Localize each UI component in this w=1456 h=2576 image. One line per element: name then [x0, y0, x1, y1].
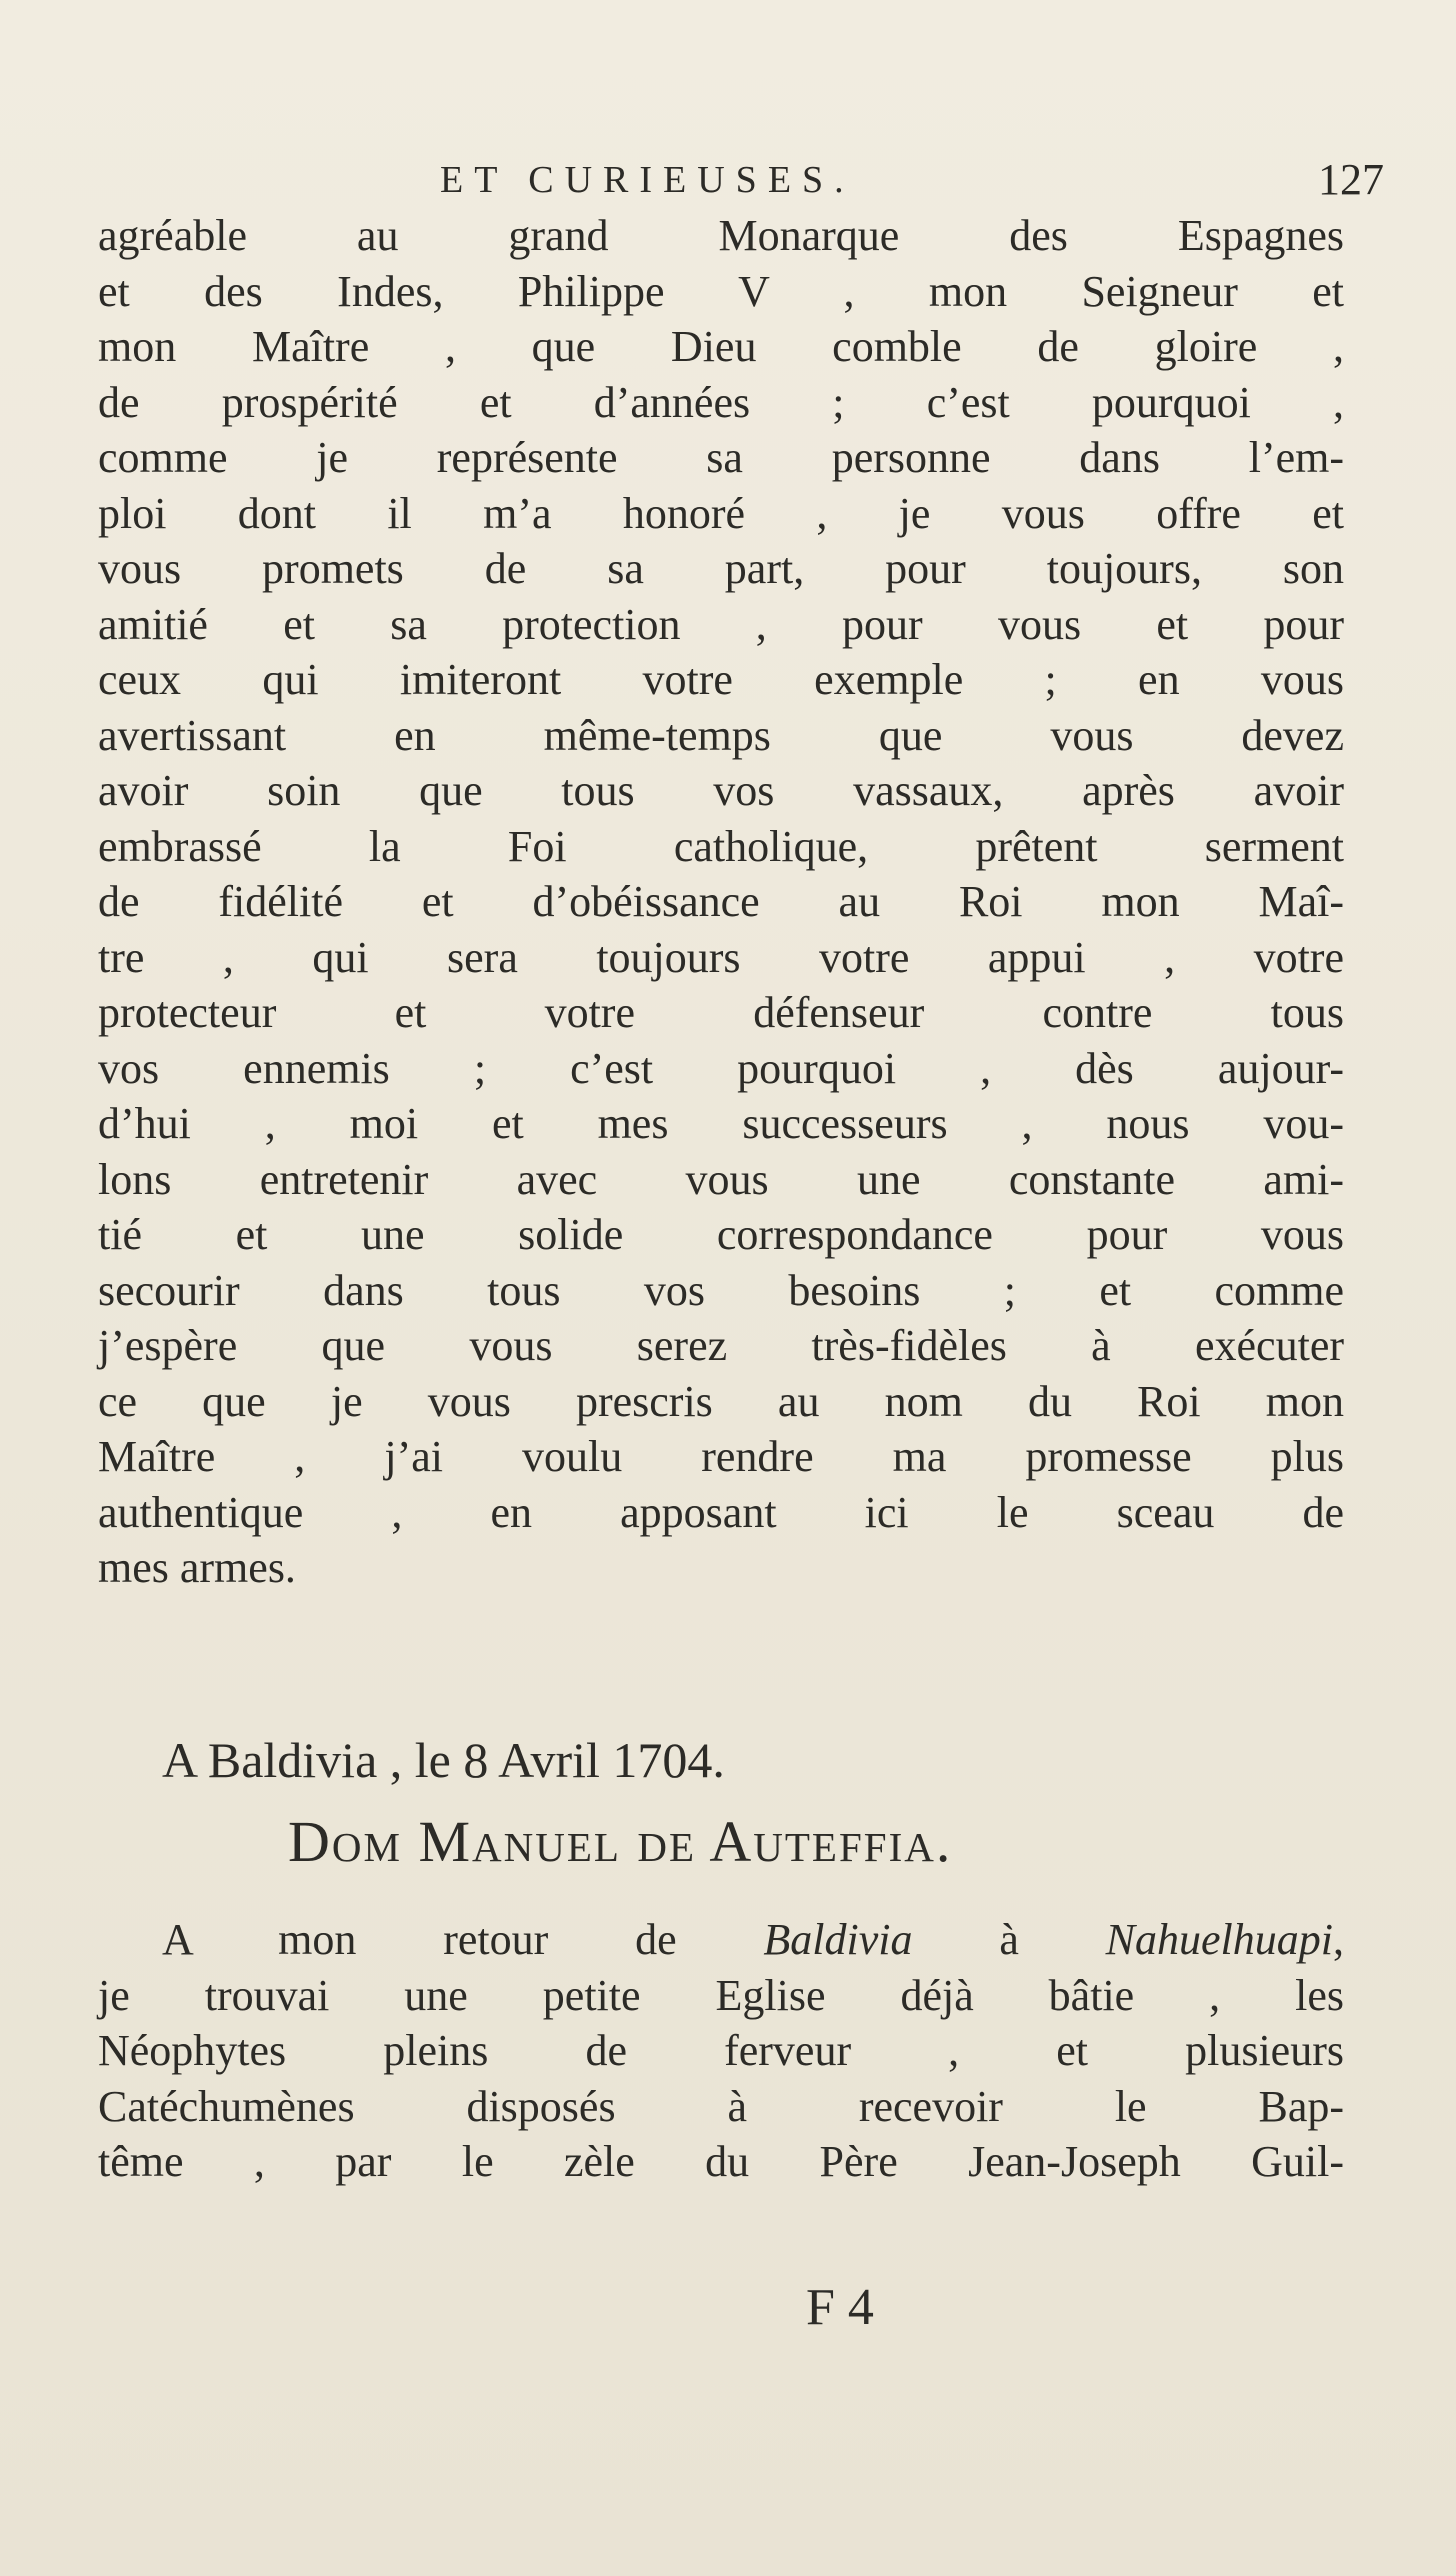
text-line: je trouvai une petite Eglise déjà bâtie , les [98, 1970, 1344, 2020]
dateline: A Baldivia , le 8 Avril 1704. [162, 1732, 725, 1788]
text-line: de fidélité et d’obéissance au Roi mon Maî- [98, 877, 1344, 926]
text-line: tre , qui sera toujours votre appui , votre [98, 932, 1344, 982]
text-line: secourir dans tous vos besoins ; et comme [98, 1265, 1344, 1315]
text-line: mon Maître , que Dieu comble de gloire , [98, 322, 1344, 371]
text-line: vous promets de sa part, pour toujours, son [98, 544, 1344, 593]
text-line: ceux qui imiteront votre exemple ; en vous [98, 655, 1344, 704]
place-name-nahuelhuapi: Nahuelhuapi [1105, 1915, 1333, 1964]
body-paragraph [98, 208, 1344, 1596]
text-line: embrassé la Foi catholique, prêtent serment [98, 821, 1344, 871]
text-run: à [912, 1915, 1106, 1964]
body-paragraph-2 [98, 1912, 1344, 2190]
text-line-first [98, 1912, 1344, 1968]
text-line: j’espère que vous serez très-fidèles à exécuter [98, 1321, 1344, 1370]
text-line: ploi dont il m’a honoré , je vous offre et [98, 488, 1344, 538]
text-line: Néophytes pleins de ferveur , et plusieurs [98, 2026, 1344, 2075]
text-line: Maître , j’ai voulu rendre ma promesse plus [98, 1432, 1344, 1481]
text-line: vos ennemis ; c’est pourquoi , dès aujour- [98, 1043, 1344, 1093]
text-line: amitié et sa protection , pour vous et pour [98, 599, 1344, 649]
text-run: , [1333, 1915, 1344, 1964]
text-line: agréable au grand Monarque des Espagnes [98, 211, 1344, 260]
page-number: 127 [1318, 155, 1384, 204]
signature: Dom Manuel de Auteffia. [288, 1809, 953, 1874]
text-line: de prospérité et d’années ; c’est pourquoi , [98, 377, 1344, 427]
text-line: d’hui , moi et mes successeurs , nous vou- [98, 1099, 1344, 1148]
text-line: authentique , en apposant ici le sceau de [98, 1487, 1344, 1537]
page-header [0, 150, 1456, 210]
text-line: mes armes. [98, 1543, 296, 1592]
running-head: ET CURIEUSES. [440, 159, 855, 201]
text-line: Catéchumènes disposés à recevoir le Bap- [98, 2081, 1344, 2131]
text-line: tême , par le zèle du Père Jean-Joseph Guil- [98, 2137, 1344, 2186]
text-line: lons entretenir avec vous une constante ami- [98, 1154, 1344, 1204]
signature-mark: F 4 [806, 2279, 874, 2336]
text-line: avertissant en même-temps que vous devez [98, 710, 1344, 760]
text-line: tié et une solide correspondance pour vous [98, 1210, 1344, 1259]
text-line: protecteur et votre défenseur contre tous [98, 988, 1344, 1037]
place-name-baldivia: Baldivia [763, 1915, 913, 1964]
text-line: avoir soin que tous vos vassaux, après avoir [98, 766, 1344, 815]
text-line: et des Indes, Philippe V , mon Seigneur et [98, 266, 1344, 316]
text-run: A mon retour de [162, 1915, 764, 1964]
text-line: ce que je vous prescris au nom du Roi mon [98, 1376, 1344, 1426]
text-line: comme je représente sa personne dans l’em- [98, 433, 1344, 482]
